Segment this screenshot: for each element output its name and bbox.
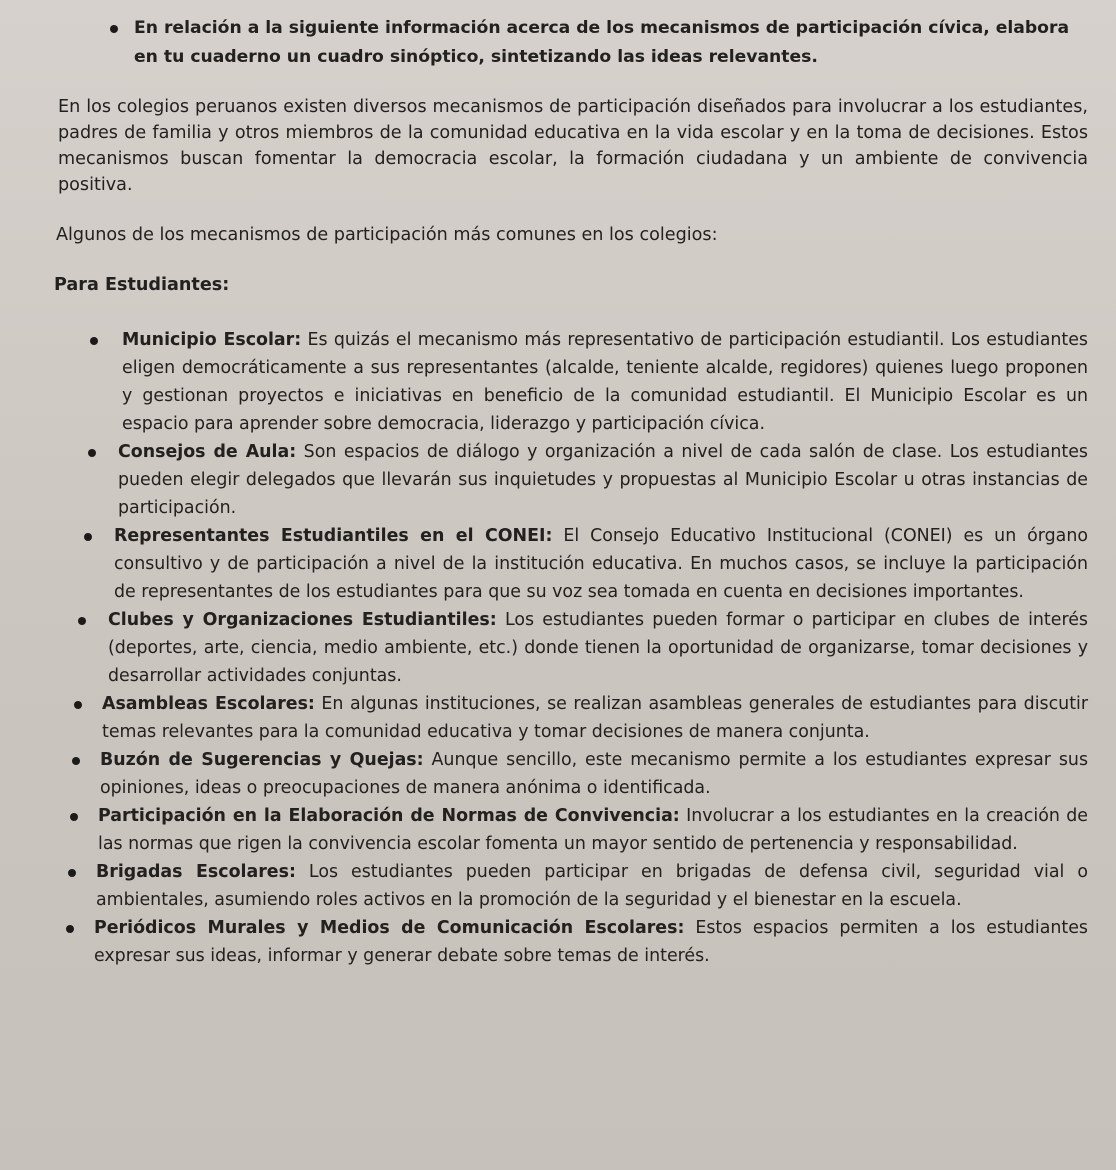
item-title: Periódicos Murales y Medios de Comunicación Escolares: <box>94 918 685 938</box>
item-title: Clubes y Organizaciones Estudiantiles: <box>108 610 497 630</box>
item-title: Consejos de Aula: <box>118 442 297 462</box>
item-text: Los estudiantes pueden formar o participar en clubes de interés (deportes, arte, ciencia, medio ambiente, etc.) donde tienen la oportunidad de organizarse, tomar decisiones y desarrollar actividades conjuntas. <box>108 610 1088 686</box>
mechanisms-list <box>52 326 1088 970</box>
list-item <box>52 858 1088 914</box>
bullet-icon <box>84 533 92 541</box>
bullet-icon <box>110 25 118 33</box>
item-title: Municipio Escolar: <box>122 330 302 350</box>
list-item <box>52 690 1088 746</box>
item-text: El Consejo Educativo Institucional (CONEI) es un órgano consultivo y de participación a nivel de la institución educativa. En muchos casos, se incluye la participación de representantes de los estudiantes para que su voz sea tomada en cuenta en decisiones importantes. <box>114 526 1088 602</box>
item-title: Buzón de Sugerencias y Quejas: <box>100 750 424 770</box>
list-item <box>52 746 1088 802</box>
item-title: Representantes Estudiantiles en el CONEI: <box>114 526 553 546</box>
list-item <box>52 914 1088 970</box>
item-text: Son espacios de diálogo y organización a nivel de cada salón de clase. Los estudiantes pueden elegir delegados que llevarán sus inquietudes y propuestas al Municipio Escolar u otras instancias de participación. <box>118 442 1088 518</box>
bullet-icon <box>70 813 78 821</box>
list-item <box>54 522 1088 606</box>
list-item <box>52 606 1088 690</box>
item-title: Brigadas Escolares: <box>96 862 296 882</box>
mechanisms-subheading: Algunos de los mecanismos de participación más comunes en los colegios: <box>56 225 718 245</box>
item-title: Asambleas Escolares: <box>102 694 315 714</box>
item-text: En algunas instituciones, se realizan asambleas generales de estudiantes para discutir temas relevantes para la comunidad educativa y tomar decisiones de manera conjunta. <box>102 694 1089 742</box>
bullet-icon <box>88 449 96 457</box>
item-title: Participación en la Elaboración de Normas de Convivencia: <box>98 806 680 826</box>
list-item <box>54 326 1088 438</box>
item-text: Aunque sencillo, este mecanismo permite a los estudiantes expresar sus opiniones, ideas o preocupaciones de manera anónima o identificada. <box>100 750 1089 798</box>
item-text: Involucrar a los estudiantes en la creación de las normas que rigen la convivencia escolar fomenta un mayor sentido de pertenencia y responsabilidad. <box>98 806 1088 854</box>
item-text: Estos espacios permiten a los estudiantes expresar sus ideas, informar y generar debate sobre temas de interés. <box>94 918 1088 966</box>
instruction-text: En relación a la siguiente información acerca de los mecanismos de participación cívica, elabora en tu cuaderno un cuadro sinóptico, sintetizando las ideas relevantes. <box>134 18 1070 67</box>
item-text: Es quizás el mecanismo más representativo de participación estudiantil. Los estudiantes eligen democráticamente a sus representantes (alcalde, teniente alcalde, regidores) quienes luego proponen y gestionan proyectos e iniciativas en beneficio de la comunidad estudiantil. El Municipio Escolar es un espacio para aprender sobre democracia, liderazgo y participación cívica. <box>122 330 1088 434</box>
section-title: Para Estudiantes: <box>54 275 230 295</box>
bullet-icon <box>74 701 82 709</box>
list-item <box>54 438 1088 522</box>
instruction-bullet <box>52 14 1088 72</box>
bullet-icon <box>68 869 76 877</box>
intro-paragraph: En los colegios peruanos existen diversos mecanismos de participación diseñados para involucrar a los estudiantes, padres de familia y otros miembros de la comunidad educativa en la vida escolar y en la toma de decisiones. Estos mecanismos buscan fomentar la democracia escolar, la formación ciudadana y un ambiente de convivencia positiva. <box>58 97 1088 195</box>
list-item <box>52 802 1088 858</box>
item-text: Los estudiantes pueden participar en brigadas de defensa civil, seguridad vial o ambientales, asumiendo roles activos en la promoción de la seguridad y el bienestar en la escuela. <box>96 862 1088 910</box>
bullet-icon <box>90 337 98 345</box>
bullet-icon <box>78 617 86 625</box>
bullet-icon <box>72 757 80 765</box>
bullet-icon <box>66 925 74 933</box>
